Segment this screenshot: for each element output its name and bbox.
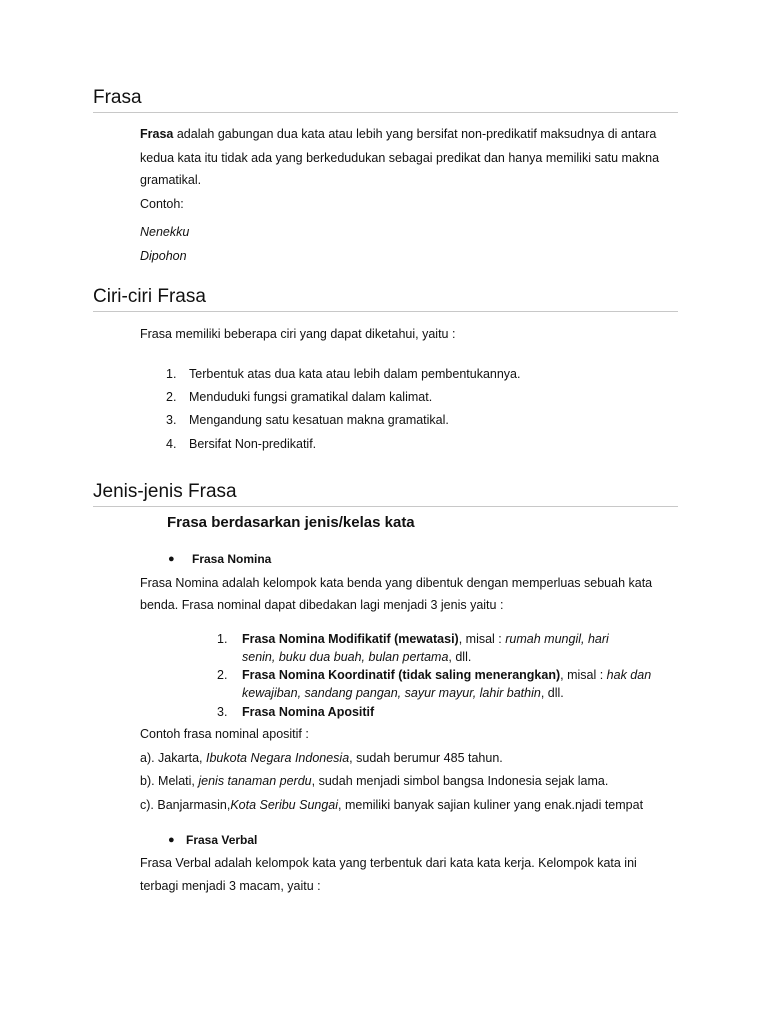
section-title-frasa: Frasa: [93, 87, 678, 113]
frasa-definition-line-3: gramatikal.: [140, 173, 202, 187]
nomina-type-end: , dll.: [448, 650, 472, 664]
ciri-item-text: Terbentuk atas dua kata atau lebih dalam pembentukannya.: [189, 367, 521, 381]
verbal-desc-line-1: Frasa Verbal adalah kelompok kata yang terbentuk dari kata kata kerja. Kelompok kata ini: [140, 856, 637, 870]
frasa-definition-line-2: kedua kata itu tidak ada yang berkedudukan sebagai predikat dan hanya memiliki satu makna: [140, 151, 660, 165]
example-suffix: , sudah berumur 485 tahun.: [349, 751, 503, 765]
nomina-type-example: kewajiban, sandang pangan, sayur mayur, lahir bathin: [242, 686, 541, 700]
nomina-type-number: 3.: [217, 705, 228, 719]
nomina-desc-line-2: benda. Frasa nominal dapat dibedakan lagi menjadi 3 jenis yaitu :: [140, 598, 504, 612]
verbal-heading: Frasa Verbal: [186, 833, 258, 847]
example-prefix: c). Banjarmasin,: [140, 798, 231, 812]
nomina-type-name: Frasa Nomina Koordinatif (tidak saling menerangkan): [242, 668, 561, 682]
ciri-item-number: 3.: [166, 413, 177, 427]
ciri-item-number: 4.: [166, 437, 177, 451]
frasa-contoh-label: Contoh:: [140, 197, 184, 211]
example-suffix: , memiliki banyak sajian kuliner yang enak.njadi tempat: [338, 798, 644, 812]
example-apposition: Kota Seribu Sungai: [230, 798, 339, 812]
nomina-example: [140, 773, 608, 789]
nomina-heading: Frasa Nomina: [192, 552, 272, 566]
nomina-type-line-cont: [242, 685, 564, 701]
verbal-desc-line-2: terbagi menjadi 3 macam, yaitu :: [140, 879, 321, 893]
bullet-icon: ●: [168, 834, 175, 846]
nomina-type-number: 1.: [217, 632, 228, 646]
nomina-example: [140, 750, 503, 766]
nomina-type-end: , dll.: [540, 686, 564, 700]
nomina-type-example: rumah mungil, hari: [505, 632, 609, 646]
nomina-type-line: [242, 631, 609, 647]
nomina-contoh-intro: Contoh frasa nominal apositif :: [140, 727, 309, 741]
nomina-type-line: [242, 667, 651, 683]
nomina-type-mid: , misal :: [458, 632, 506, 646]
nomina-type-name: Frasa Nomina Modifikatif (mewatasi): [242, 632, 459, 646]
section-title-ciri: Ciri-ciri Frasa: [93, 286, 678, 312]
frasa-definition-line-1: [140, 126, 656, 142]
section-title-jenis: Jenis-jenis Frasa: [93, 481, 678, 507]
nomina-type-number: 2.: [217, 668, 228, 682]
nomina-type-example: senin, buku dua buah, bulan pertama: [242, 650, 449, 664]
nomina-type-example: hak dan: [606, 668, 652, 682]
ciri-item-text: Bersifat Non-predikatif.: [189, 437, 317, 451]
nomina-type-line-cont: [242, 649, 471, 665]
example-prefix: b). Melati,: [140, 774, 199, 788]
ciri-item-text: Menduduki fungsi gramatikal dalam kalimat.: [189, 390, 433, 404]
example-prefix: a). Jakarta,: [140, 751, 206, 765]
ciri-item-text: Mengandung satu kesatuan makna gramatikal.: [189, 413, 449, 427]
nomina-example: [140, 797, 643, 813]
ciri-item-number: 1.: [166, 367, 177, 381]
ciri-item-number: 2.: [166, 390, 177, 404]
frasa-example: Nenekku: [140, 225, 190, 239]
bullet-icon: ●: [168, 553, 175, 565]
nomina-type-mid: , misal :: [560, 668, 607, 682]
frasa-term: Frasa: [140, 127, 174, 141]
frasa-example: Dipohon: [140, 249, 187, 263]
nomina-type-name: Frasa Nomina Apositif: [242, 705, 375, 719]
nomina-desc-line-1: Frasa Nomina adalah kelompok kata benda yang dibentuk dengan memperluas sebuah kata: [140, 576, 653, 590]
example-apposition: jenis tanaman perdu: [198, 774, 312, 788]
ciri-intro: Frasa memiliki beberapa ciri yang dapat diketahui, yaitu :: [140, 327, 456, 341]
frasa-definition-rest: adalah gabungan dua kata atau lebih yang bersifat non-predikatif maksudnya di antara: [173, 127, 657, 141]
jenis-subheading: Frasa berdasarkan jenis/kelas kata: [167, 514, 415, 531]
example-suffix: , sudah menjadi simbol bangsa Indonesia sejak lama.: [311, 774, 609, 788]
example-apposition: Ibukota Negara Indonesia: [206, 751, 350, 765]
